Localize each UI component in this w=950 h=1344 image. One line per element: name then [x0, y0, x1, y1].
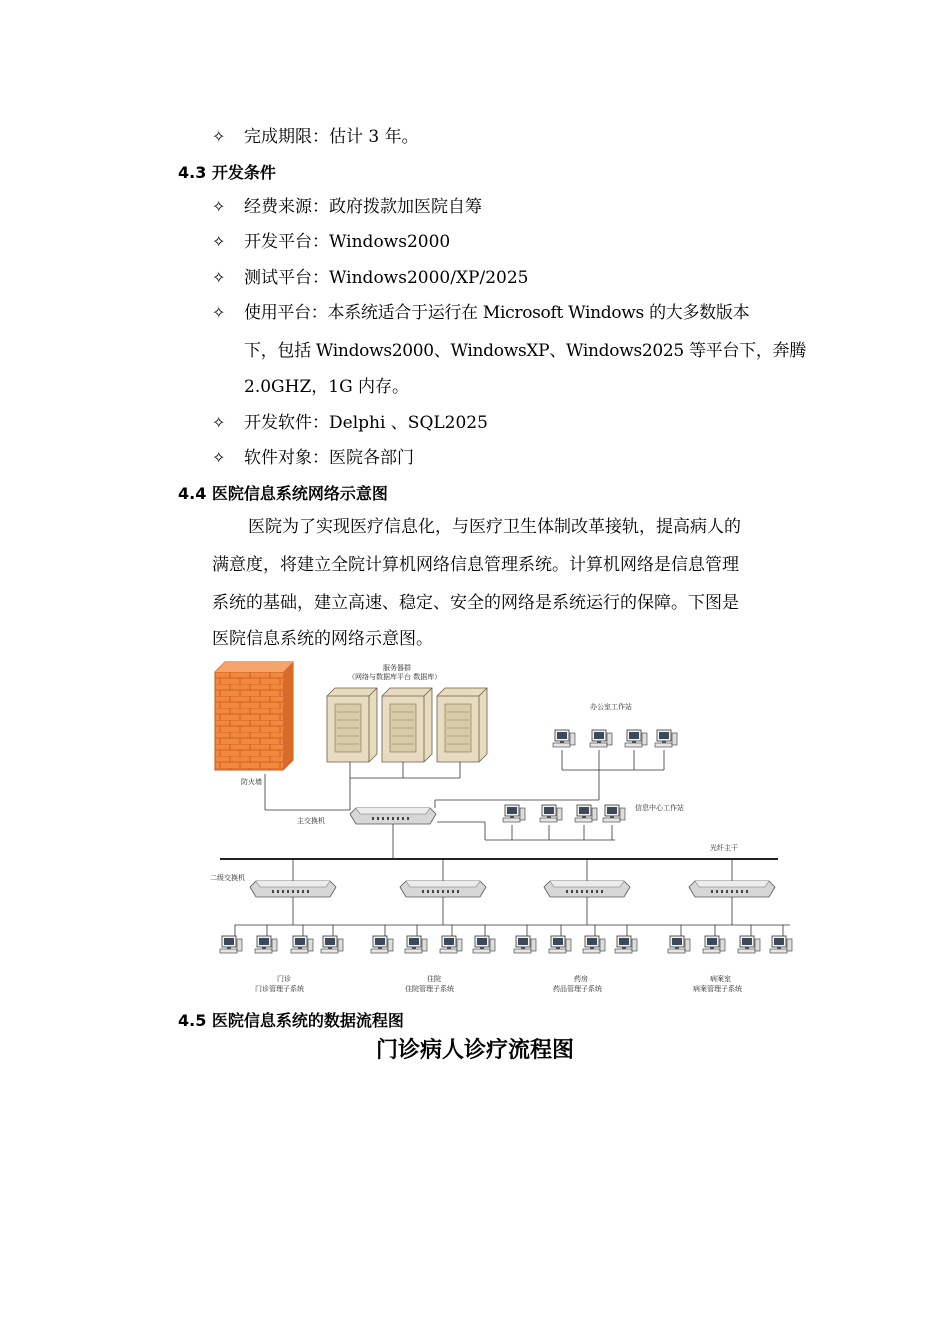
- workstation-icon: [590, 730, 612, 747]
- workstation-icon: [473, 936, 495, 953]
- label-group-name: 住院: [427, 975, 441, 983]
- server-icon: [382, 688, 432, 762]
- label-group-sub: 住院管理子系统: [405, 985, 454, 993]
- firewall-icon: [215, 662, 293, 770]
- paragraph-line: 医院为了实现医疗信息化，与医疗卫生体制改革接轨，提高病人的: [248, 517, 741, 537]
- secondary-switch-icon: [400, 881, 486, 897]
- label-group-sub: 门诊管理子系统: [255, 985, 304, 993]
- workstation-icon: [583, 936, 605, 953]
- bullet-symbol: ✧: [212, 413, 226, 432]
- workstation-icon: [405, 936, 427, 953]
- workstation-icon: [371, 936, 393, 953]
- workstation-icon: [625, 730, 647, 747]
- label-server-group: 服务器群: [383, 664, 411, 672]
- workstation-icon: [668, 936, 690, 953]
- bullet-text-dev-platform: 开发平台：Windows2000: [244, 232, 451, 252]
- bullet-text-test-platform: 测试平台：Windows2000/XP/2025: [244, 268, 529, 288]
- label-group-name: 病案室: [710, 975, 731, 983]
- workstation-icon: [291, 936, 313, 953]
- label-firewall: 防火墙: [241, 778, 262, 786]
- bullet-symbol: ✧: [212, 268, 226, 287]
- section-heading-4-5: 4.5 医院信息系统的数据流程图: [178, 1011, 404, 1030]
- flowchart-title: 门诊病人诊疗流程图: [375, 1037, 574, 1063]
- secondary-switch-icon: [544, 881, 630, 897]
- section-heading-4-3: 4.3 开发条件: [178, 163, 276, 182]
- label-main-switch: 主交换机: [297, 817, 325, 825]
- label-group-sub: 病案管理子系统: [693, 985, 742, 993]
- workstation-icon: [549, 936, 571, 953]
- bullet-symbol: ✧: [212, 448, 226, 467]
- workstation-icon: [514, 936, 536, 953]
- workstation-icon: [553, 730, 575, 747]
- server-icon: [327, 688, 377, 762]
- label-server-group-sub: （网络与数据库平台 数据库）: [348, 673, 442, 681]
- network-diagram: [205, 660, 795, 1005]
- bullet-symbol: ✧: [212, 197, 226, 216]
- workstation-icon: [440, 936, 462, 953]
- paragraph-line: 系统的基础，建立高速、稳定、安全的网络是系统运行的保障。下图是: [212, 593, 739, 613]
- label-fiber-trunk: 光纤主干: [710, 844, 738, 852]
- bullet-text-dev-software: 开发软件：Delphi 、SQL2025: [244, 413, 488, 433]
- workstation-icon: [655, 730, 677, 747]
- workstation-icon: [770, 936, 792, 953]
- label-secondary-switch: 二级交换机: [210, 874, 245, 882]
- bullet-text-target: 软件对象：医院各部门: [244, 448, 414, 468]
- bullet-text-use-platform-cont: 2.0GHZ，1G 内存。: [244, 377, 410, 397]
- server-icon: [437, 688, 487, 762]
- paragraph-line: 满意度，将建立全院计算机网络信息管理系统。计算机网络是信息管理: [212, 555, 739, 575]
- bullet-text-deadline: 完成期限：估计 3 年。: [244, 127, 419, 147]
- main-switch-icon: [350, 808, 436, 824]
- label-group-name: 药房: [574, 975, 588, 983]
- workstation-icon: [575, 805, 597, 822]
- workstation-icon: [255, 936, 277, 953]
- bullet-symbol: ✧: [212, 232, 226, 251]
- bullet-symbol: ✧: [212, 303, 226, 322]
- workstation-icon: [540, 805, 562, 822]
- workstation-icon: [503, 805, 525, 822]
- label-office-ws: 办公室工作站: [590, 703, 632, 711]
- label-group-sub: 药品管理子系统: [553, 985, 602, 993]
- paragraph-line: 医院信息系统的网络示意图。: [212, 629, 433, 649]
- bullet-symbol: ✧: [212, 127, 226, 146]
- workstation-icon: [738, 936, 760, 953]
- workstation-icon: [220, 936, 242, 953]
- bullet-text-use-platform-cont: 下，包括 Windows2000、WindowsXP、Windows2025 等平台下，奔腾: [244, 341, 806, 361]
- bullet-text-use-platform: 使用平台：本系统适合于运行在 Microsoft Windows 的大多数版本: [244, 303, 750, 323]
- secondary-switch-icon: [689, 881, 775, 897]
- section-heading-4-4: 4.4 医院信息系统网络示意图: [178, 484, 388, 503]
- workstation-icon: [615, 936, 637, 953]
- workstation-icon: [703, 936, 725, 953]
- workstation-icon: [603, 805, 625, 822]
- bullet-text-funding: 经费来源：政府拨款加医院自筹: [244, 197, 482, 217]
- label-info-center-ws: 信息中心工作站: [635, 804, 684, 812]
- label-group-name: 门诊: [277, 975, 291, 983]
- secondary-switch-icon: [250, 881, 336, 897]
- workstation-icon: [321, 936, 343, 953]
